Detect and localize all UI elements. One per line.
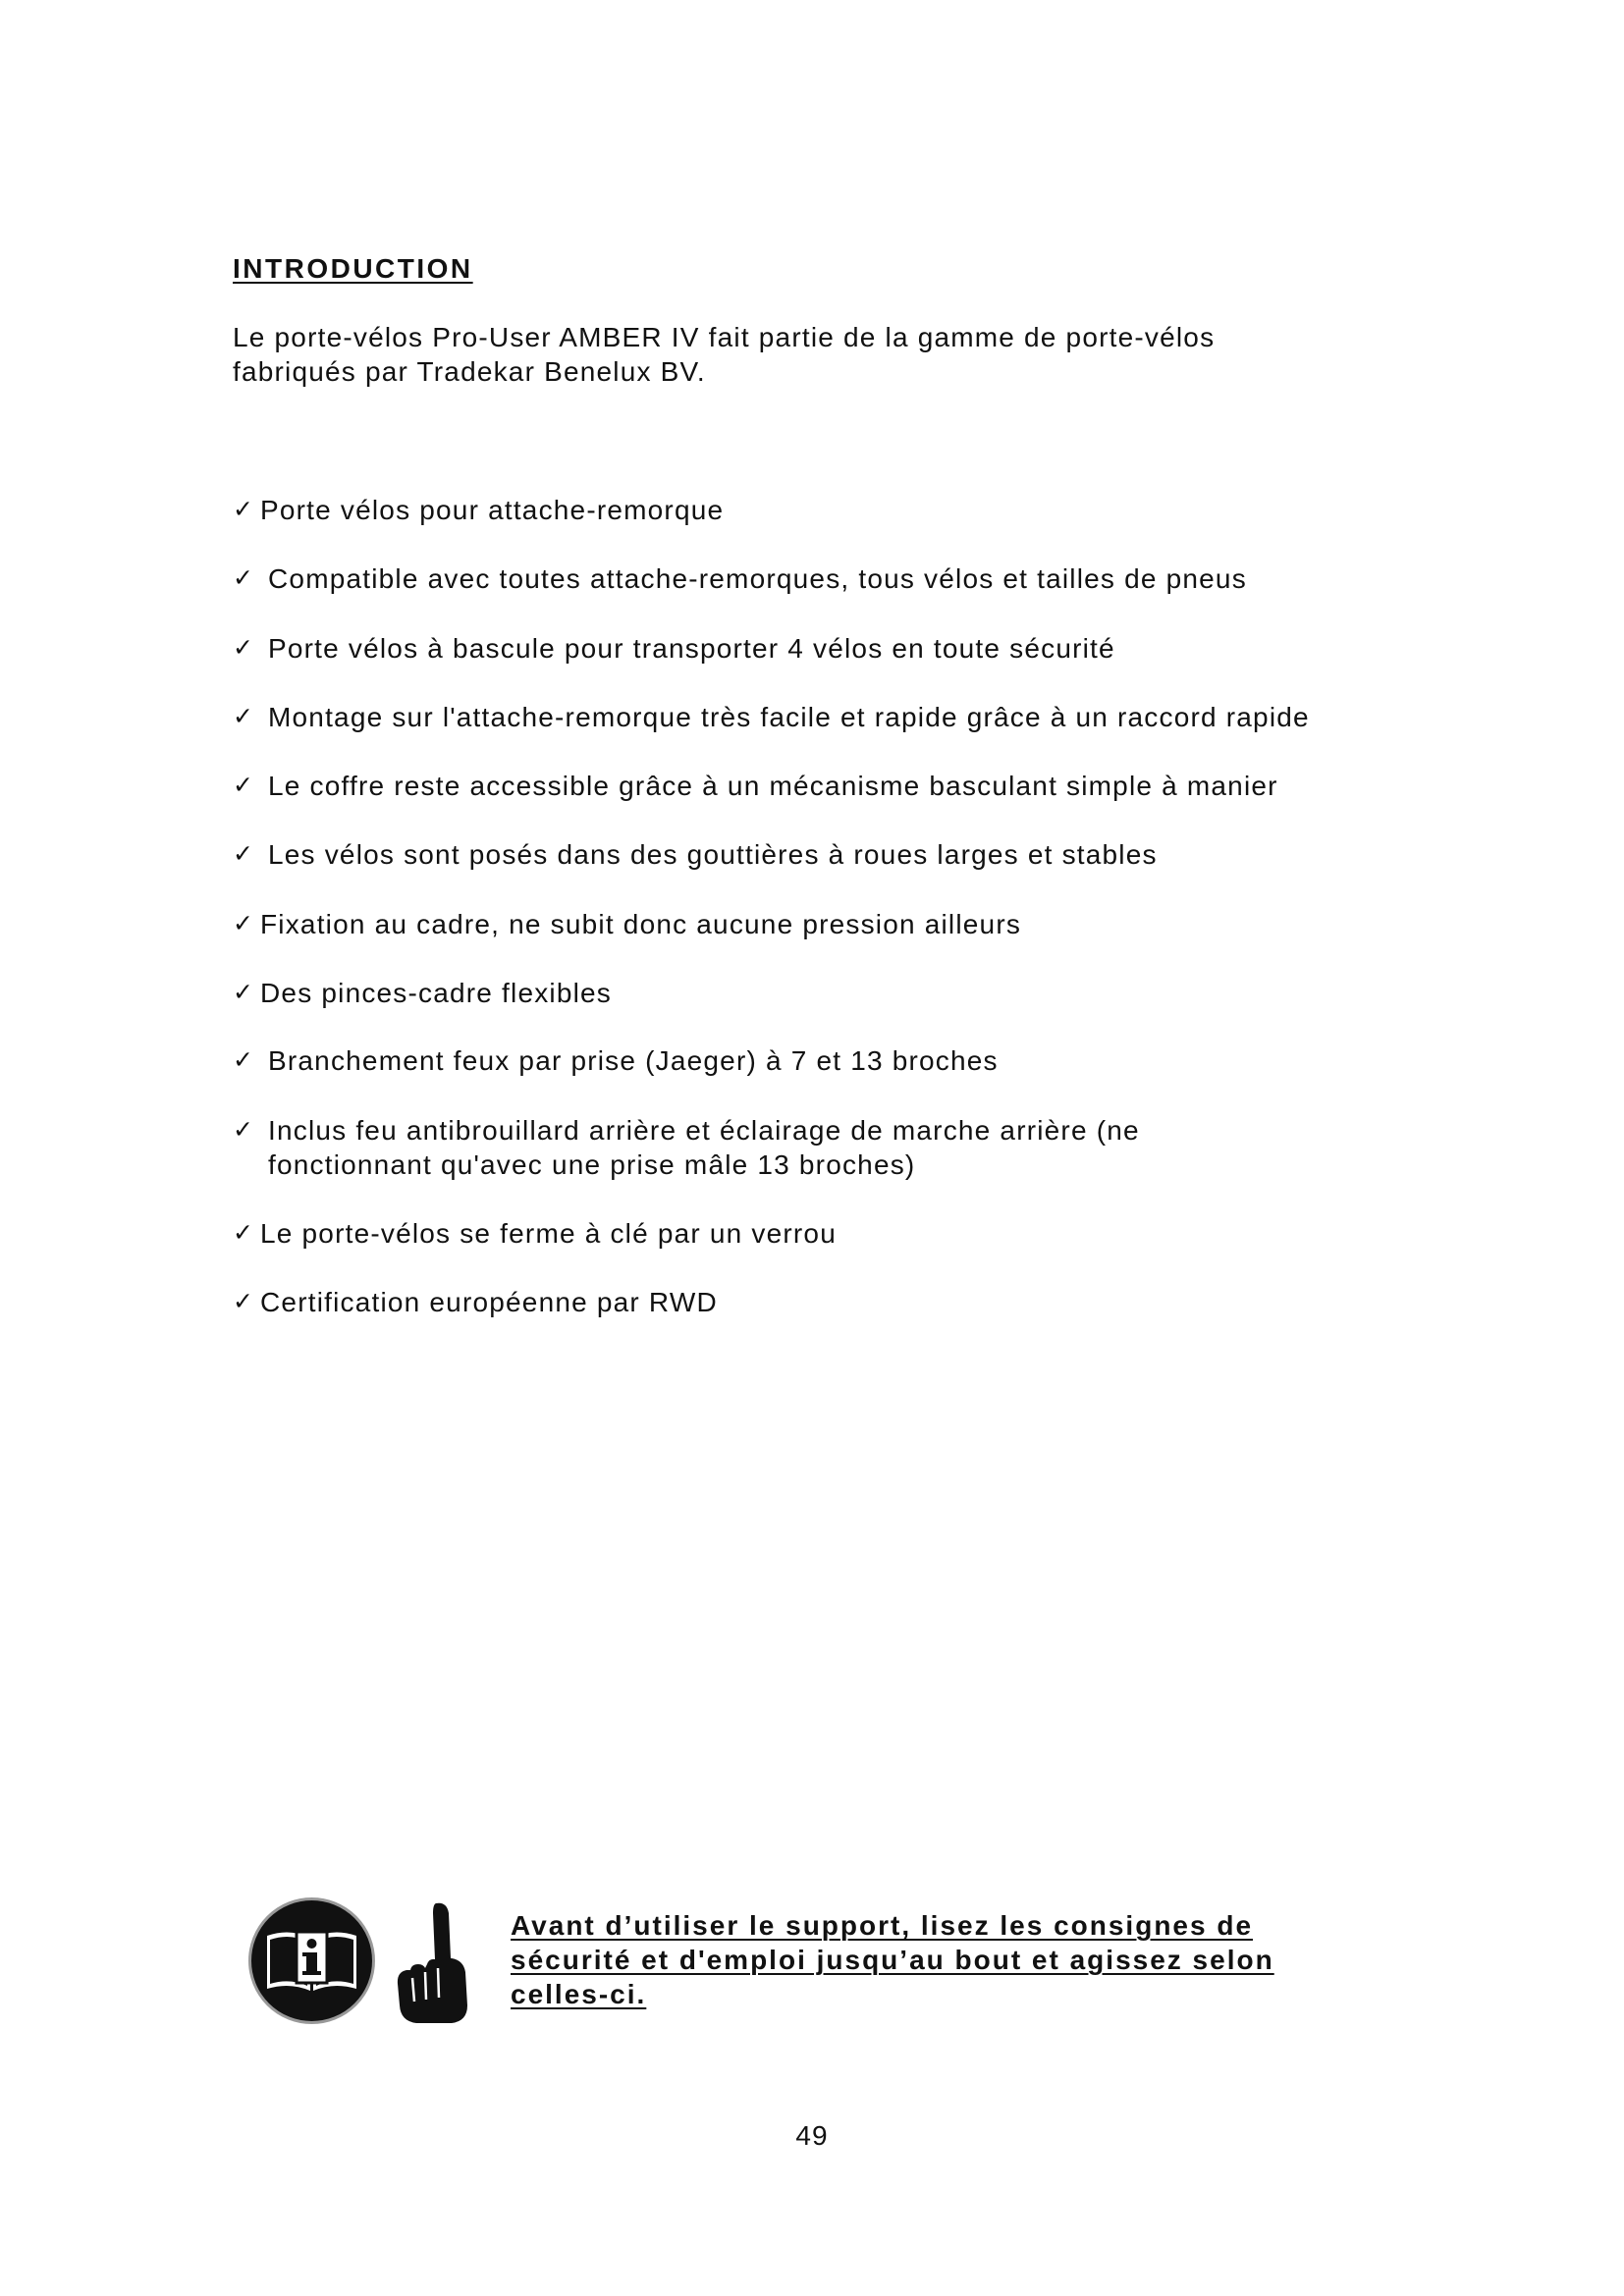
check-icon: ✓ <box>233 496 255 523</box>
safety-notice: Avant d’utiliser le support, lisez les consignes de sécurité et d'emploi jusqu’au bout et agissez selon celles-ci. <box>511 1910 1274 2009</box>
check-icon: ✓ <box>233 1046 255 1074</box>
check-icon: ✓ <box>233 840 255 868</box>
feature-text: Fixation au cadre, ne subit donc aucune pression ailleurs <box>260 909 1022 939</box>
feature-text: Montage sur l'attache-remorque très facile et rapide grâce à un raccord rapide <box>268 702 1310 732</box>
list-item <box>233 700 1310 734</box>
feature-text: Des pinces-cadre flexibles <box>260 978 613 1008</box>
list-item <box>233 769 1278 803</box>
feature-text: Branchement feux par prise (Jaeger) à 7 et 13 broches <box>268 1045 999 1076</box>
list-item <box>233 1216 837 1251</box>
list-item <box>233 1043 999 1078</box>
list-item <box>233 837 1158 872</box>
check-icon: ✓ <box>233 772 255 799</box>
check-icon: ✓ <box>233 910 255 937</box>
feature-text: Certification européenne par RWD <box>260 1287 718 1317</box>
feature-text: Inclus feu antibrouillard arrière et éclairage de marche arrière (ne fonctionnant qu'avec une prise mâle 13 broches) <box>268 1115 1140 1180</box>
feature-text: Les vélos sont posés dans des gouttières à roues larges et stables <box>268 839 1158 870</box>
list-item <box>233 1113 1250 1182</box>
intro-paragraph: Le porte-vélos Pro-User AMBER IV fait partie de la gamme de porte-vélos fabriqués par Tradekar Benelux BV. <box>233 322 1216 387</box>
feature-text: Porte vélos pour attache-remorque <box>260 495 725 525</box>
list-item <box>233 561 1247 596</box>
manual-info-icon <box>245 1895 378 2027</box>
check-icon: ✓ <box>233 1219 255 1247</box>
feature-text: Le porte-vélos se ferme à clé par un verrou <box>260 1218 837 1249</box>
page-number: 49 <box>795 2120 829 2151</box>
feature-text: Compatible avec toutes attache-remorques, tous vélos et tailles de pneus <box>268 563 1247 594</box>
list-item <box>233 631 1115 666</box>
list-item <box>233 976 612 1010</box>
check-icon: ✓ <box>233 979 255 1006</box>
check-icon: ✓ <box>233 634 255 662</box>
section-heading: INTRODUCTION <box>233 253 473 284</box>
feature-text: Porte vélos à bascule pour transporter 4 vélos en toute sécurité <box>268 633 1115 664</box>
list-item <box>233 493 724 527</box>
check-icon: ✓ <box>233 1116 255 1144</box>
check-icon: ✓ <box>233 1288 255 1315</box>
pointing-hand-icon <box>393 1899 476 2027</box>
feature-text: Le coffre reste accessible grâce à un mécanisme basculant simple à manier <box>268 771 1278 801</box>
check-icon: ✓ <box>233 703 255 730</box>
check-icon: ✓ <box>233 564 255 592</box>
list-item <box>233 1285 718 1319</box>
list-item <box>233 907 1021 941</box>
